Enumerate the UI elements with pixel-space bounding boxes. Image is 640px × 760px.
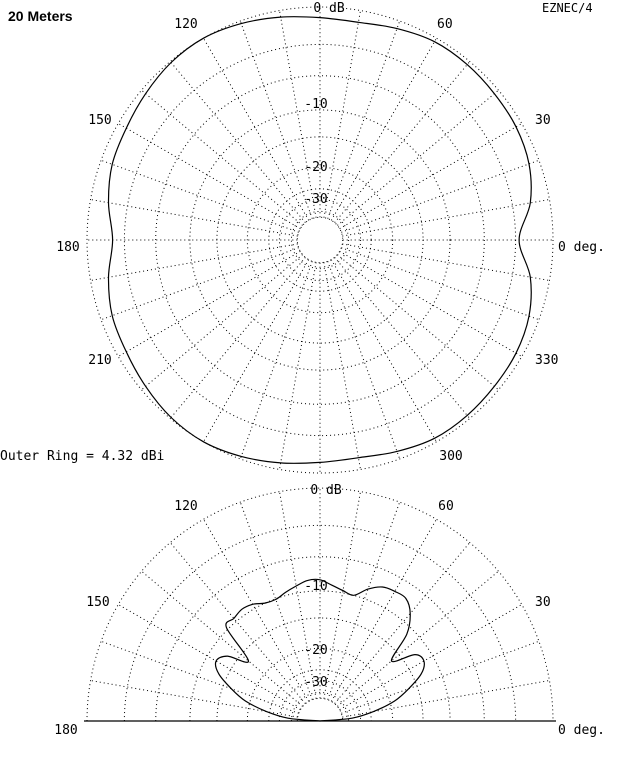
radial-tick-label: -20 <box>304 643 328 658</box>
radial-tick-label: -30 <box>304 675 328 690</box>
angle-tick-label: 30 <box>535 113 551 128</box>
software-brand: EZNEC/4 <box>542 1 593 15</box>
radial-tick-label: 0 dB <box>310 483 342 498</box>
angle-tick-label: 150 <box>86 595 110 610</box>
angle-tick-label: 0 deg. <box>558 240 605 255</box>
angle-tick-label: 60 <box>437 17 453 32</box>
angle-tick-label: 330 <box>535 353 559 368</box>
radial-tick-label: -10 <box>304 97 328 112</box>
angle-tick-label: 0 deg. <box>558 723 605 738</box>
outer-ring-label: Outer Ring = 4.32 dBi <box>0 449 165 464</box>
angle-tick-label: 120 <box>174 499 198 514</box>
band-title: 20 Meters <box>8 8 73 24</box>
angle-tick-label: 180 <box>56 240 80 255</box>
angle-tick-label: 120 <box>174 17 198 32</box>
angle-tick-label: 180 <box>54 723 78 738</box>
radial-tick-label: 0 dB <box>313 1 345 16</box>
angle-tick-label: 210 <box>88 353 112 368</box>
angle-tick-label: 30 <box>535 595 551 610</box>
radial-tick-label: -10 <box>304 579 328 594</box>
angle-tick-label: 150 <box>88 113 112 128</box>
radial-tick-label: -30 <box>304 192 328 207</box>
angle-tick-label: 60 <box>438 499 454 514</box>
radial-tick-label: -20 <box>304 160 328 175</box>
angle-tick-label: 300 <box>439 449 463 464</box>
